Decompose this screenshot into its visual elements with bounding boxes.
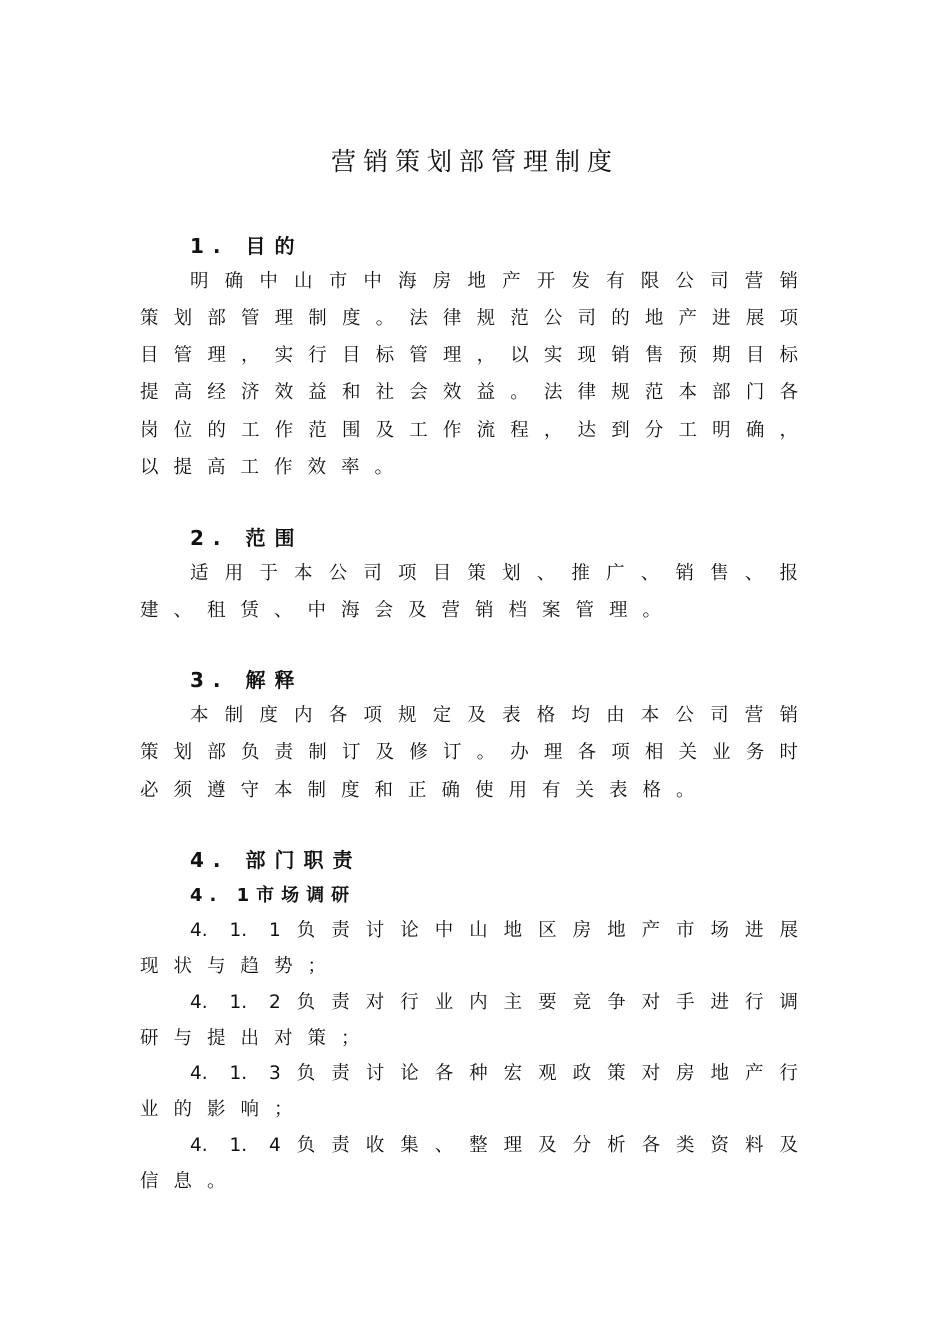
subsection-4-1-item: 现状与趋势； [140, 956, 342, 977]
subsection-4-1-item: 4. 1. 3负责讨论各种宏观政策对房地产行 [190, 1063, 798, 1084]
subsection-4-1-heading: 4. 1市场调研 [190, 885, 357, 906]
subsection-4-1-item: 研与提出对策； [140, 1028, 375, 1049]
section-3-line: 必须遵守本制度和正确使用有关表格。 [140, 780, 710, 801]
section-1-heading: 1. 目的 [190, 234, 304, 258]
section-1-line: 目管理，实行目标管理，以实现销售预期目标 [140, 345, 798, 366]
section-1-line: 提高经济效益和社会效益。法律规范本部门各 [140, 382, 798, 403]
section-1-line: 明确中山市中海房地产开发有限公司营销 [190, 271, 798, 292]
section-3-line: 策划部负责制订及修订。办理各项相关业务时 [140, 742, 798, 763]
subsection-4-1-item: 4. 1. 2负责对行业内主要竞争对手进行调 [190, 992, 798, 1013]
section-3-heading: 3. 解释 [190, 668, 304, 692]
section-1-line: 策划部管理制度。法律规范公司的地产进展项 [140, 308, 798, 329]
section-2-line: 适用于本公司项目策划、推广、销售、报 [190, 563, 798, 584]
subsection-4-1-item: 4. 1. 4负责收集、整理及分析各类资料及 [190, 1135, 798, 1156]
subsection-4-1-item: 信息。 [140, 1171, 241, 1192]
section-1-line: 以提高工作效率。 [140, 457, 409, 478]
document-title: 营销策划部管理制度 [330, 147, 619, 176]
section-4-heading: 4. 部门职责 [190, 848, 362, 872]
section-2-heading: 2. 范围 [190, 526, 304, 550]
subsection-4-1-item: 业的影响； [140, 1099, 308, 1120]
section-1-line: 岗位的工作范围及工作流程，达到分工明确， [140, 420, 798, 441]
section-3-line: 本制度内各项规定及表格均由本公司营销 [190, 705, 798, 726]
section-2-line: 建、租赁、中海会及营销档案管理。 [140, 600, 677, 621]
subsection-4-1-item: 4. 1. 1负责讨论中山地区房地产市场进展 [190, 920, 798, 941]
